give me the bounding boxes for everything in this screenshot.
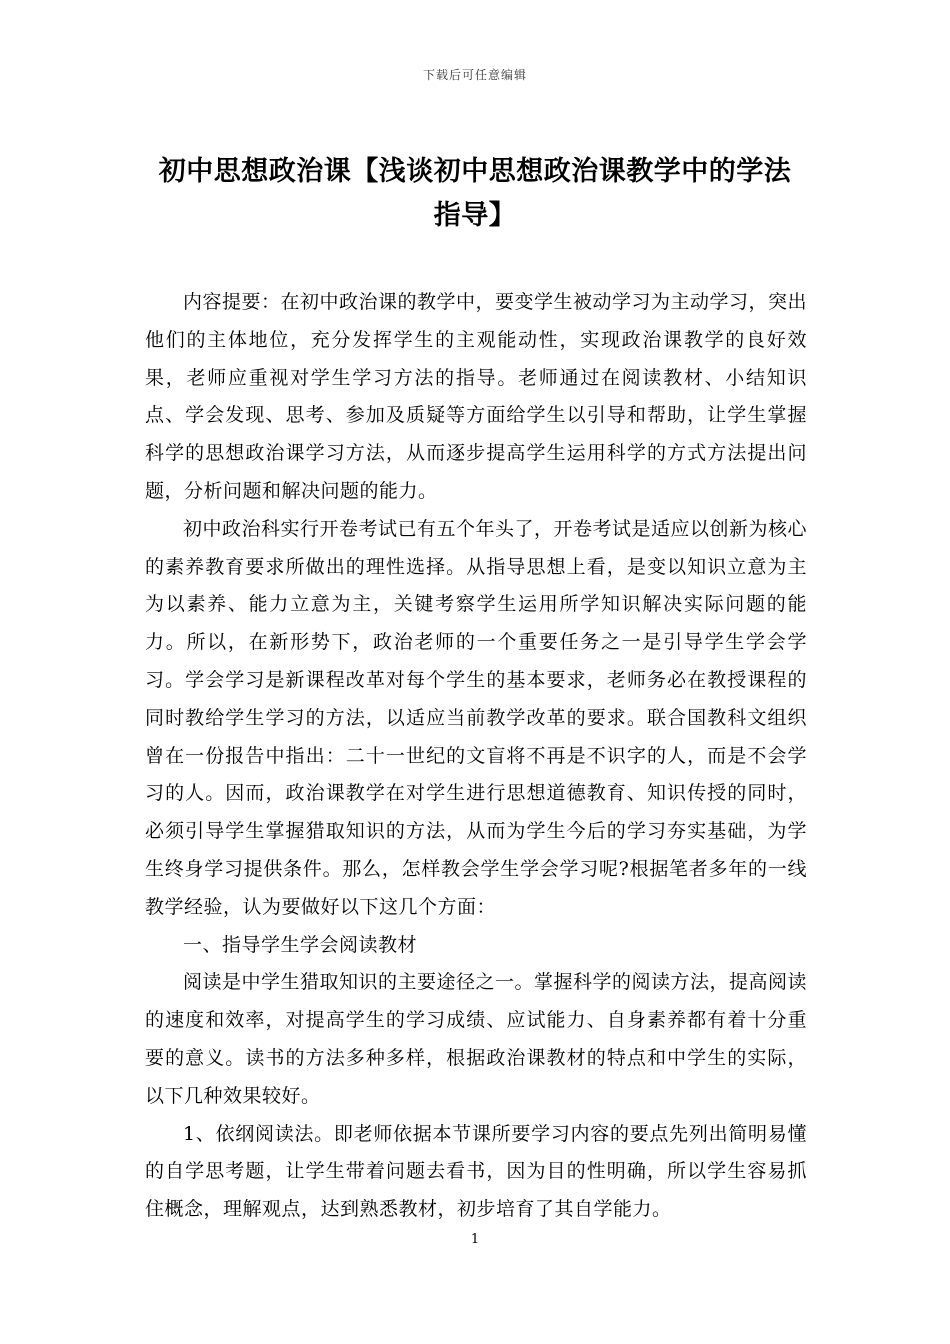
paragraph-abstract: 内容提要：在初中政治课的教学中，要变学生被动学习为主动学习，突出他们的主体地位，充分发挥学生的主观能动性，实现政治课教学的良好效果，老师应重视对学生学习方法的指导。老师通过在阅读教材、小结知识点、学会发现、思考、参加及质疑等方面给学生以引导和帮助，让学生掌握科学的思想政治课学习方法，从而逐步提高学生运用科学的方式方法提出问题，分析问题和解决问题的能力。 [145,291,808,502]
section-heading-1: 一、指导学生学会阅读教材 [183,933,418,956]
document-body [145,284,807,1229]
page-number: 1 [470,1232,480,1247]
header-note: 下载后可任意编辑 [422,68,527,82]
paragraph-method-1: 1、依纲阅读法。即老师依据本节课所要学习内容的要点先列出简明易懂的自学思考题，让学生带着问题去看书，因为目的性明确，所以学生容易抓住概念，理解观点，达到熟悉教材，初步培育了其自学能力。 [145,1122,807,1221]
paragraph-intro: 初中政治科实行开卷考试已有五个年头了，开卷考试是适应以创新为核心的素养教育要求所做出的理性选择。从指导思想上看，是变以知识立意为主为以素养、能力立意为主，关键考察学生运用所学知识解决实际问题的能力。所以，在新形势下，政治老师的一个重要任务之一是引导学生学会学习。学会学习是新课程改革对每个学生的基本要求，老师务必在教授课程的同时教给学生学习的方法，以适应当前教学改革的要求。联合国教科文组织曾在一份报告中指出：二十一世纪的文盲将不再是不识字的人，而是不会学习的人。因而，政治课教学在对学生进行思想道德教育、知识传授的同时，必须引导学生掌握猎取知识的方法，从而为学生今后的学习夯实基础，为学生终身学习提供条件。那么，怎样教会学生学会学习呢?根据笔者多年的一线教学经验，认为要做好以下这几个方面： [145,517,808,918]
document-title: 初中思想政治课【浅谈初中思想政治课教学中的学法指导】 [158,156,792,231]
paragraph-reading: 阅读是中学生猎取知识的主要途径之一。掌握科学的阅读方法，提高阅读的速度和效率，对提高学生的学习成绩、应试能力、自身素养都有着十分重要的意义。读书的方法多种多样，根据政治课教材的特点和中学生的实际，以下几种效果较好。 [145,971,808,1107]
